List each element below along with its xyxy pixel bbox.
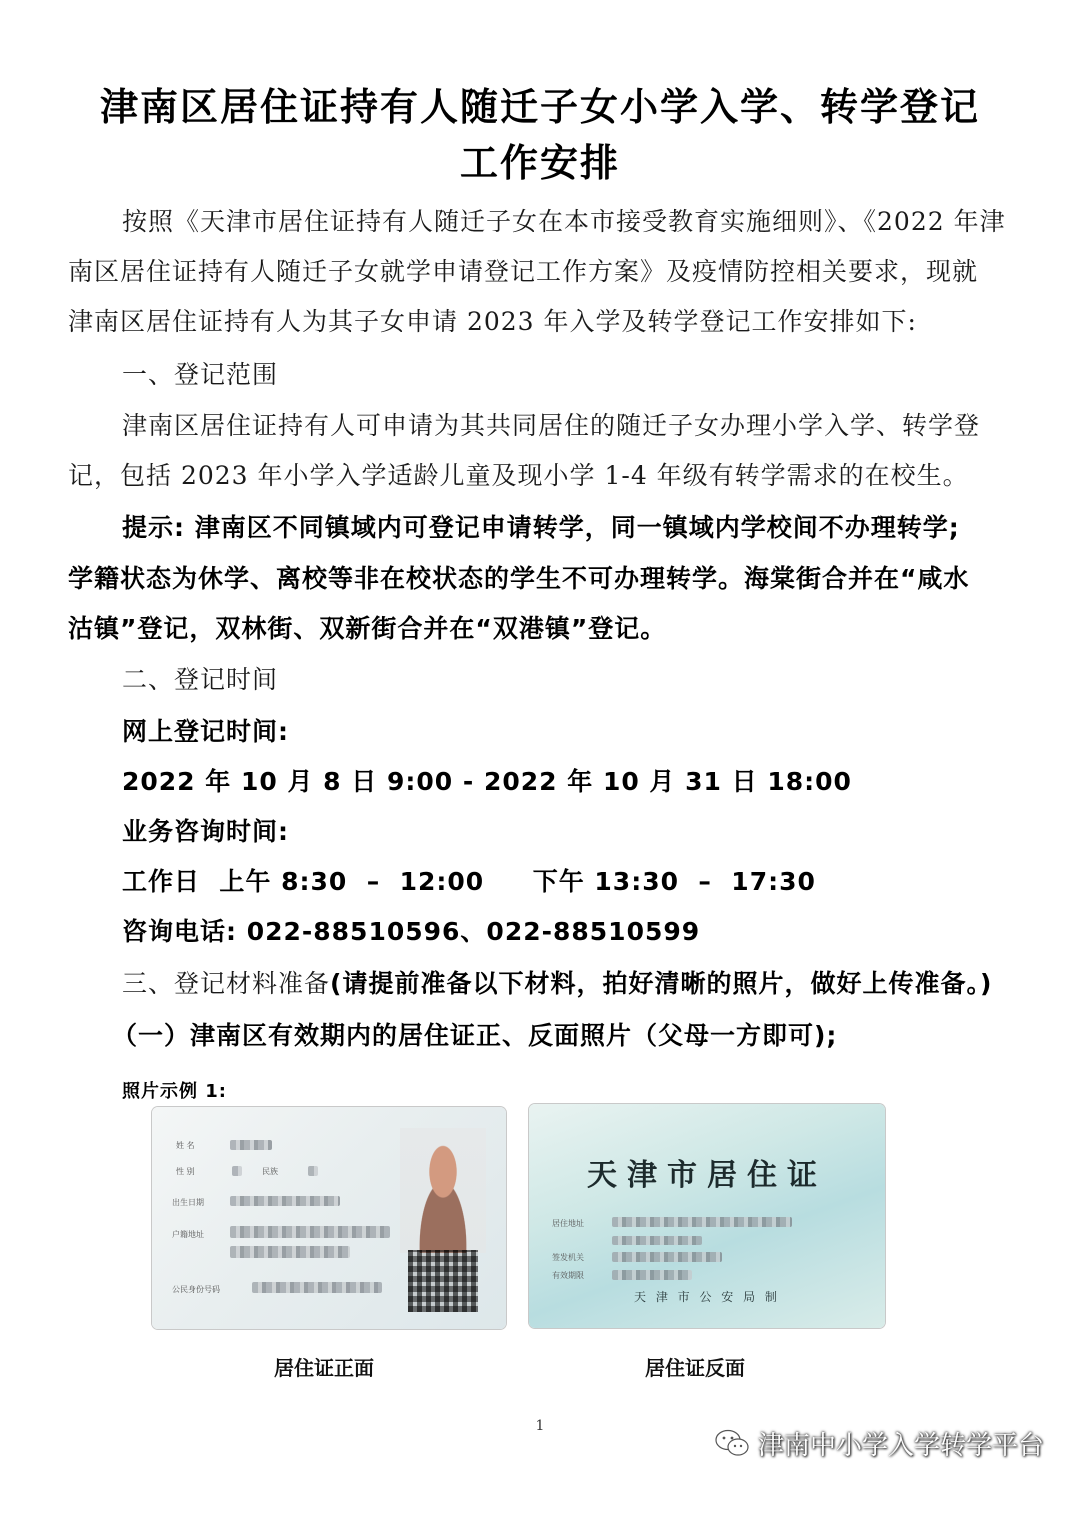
caption-front: 居住证正面: [274, 1356, 374, 1380]
section-1-para-1: 津南区居住证持有人可申请为其共同居住的随迁子女办理小学入学、转学登: [122, 411, 981, 440]
consult-time-value: 工作日 上午 8:30 – 12:00 下午 13:30 – 17:30: [122, 867, 816, 896]
blurred-residence-address-2: [612, 1236, 702, 1245]
blurred-residence-address: [612, 1217, 792, 1227]
card-sex-label: 性 别: [176, 1167, 195, 1176]
wechat-icon: [714, 1428, 750, 1458]
blurred-portrait-photo: [400, 1128, 486, 1253]
section-1-para-2: 记，包括 2023 年小学入学适龄儿童及现小学 1-4 年级有转学需求的在校生。: [68, 461, 969, 490]
tip-line-1: 提示: 津南区不同镇域内可登记申请转学，同一镇域内学校间不办理转学;: [122, 513, 960, 542]
card-issuer-label: 签发机关: [552, 1253, 584, 1262]
title-line-1: 津南区居住证持有人随迁子女小学入学、转学登记: [99, 85, 980, 129]
card-back-title: 天津市居住证: [587, 1158, 827, 1193]
watermark: [714, 1418, 1044, 1468]
online-time-label: 网上登记时间:: [122, 717, 289, 746]
blurred-qr-code: [408, 1250, 478, 1312]
blurred-address-1: [230, 1226, 390, 1238]
card-ethnic-label: 民族: [262, 1167, 278, 1176]
blurred-id-number: [252, 1282, 382, 1293]
online-time-value: 2022 年 10 月 8 日 9:00 - 2022 年 10 月 31 日 18:00: [122, 767, 852, 796]
tip-line-3: 沽镇”登记，双林街、双新街合并在“双港镇”登记。: [68, 614, 667, 643]
example-label: 照片示例 1:: [122, 1081, 227, 1102]
title-line-2: 工作安排: [459, 141, 620, 185]
intro-line-2: 南区居住证持有人随迁子女就学申请登记工作方案》及疫情防控相关要求，现就: [68, 257, 979, 286]
card-id-label: 公民身份号码: [172, 1285, 220, 1294]
card-name-label: 姓 名: [176, 1141, 195, 1150]
blurred-sex: [232, 1166, 242, 1176]
page-number: 1: [535, 1418, 545, 1434]
intro-line-3: 津南区居住证持有人为其子女申请 2023 年入学及转学登记工作安排如下:: [68, 307, 917, 336]
card-valid-label: 有效期限: [552, 1271, 584, 1280]
card-birth-label: 出生日期: [172, 1198, 204, 1207]
watermark-text: 津南中小学入学转学平台: [757, 1430, 1044, 1461]
section-3-heading-row: [122, 964, 1032, 1004]
card-back-footer: 天 津 市 公 安 局 制: [634, 1290, 780, 1304]
section-3-heading-note: (请提前准备以下材料，拍好清晰的照片，做好上传准备。): [330, 969, 993, 998]
caption-back: 居住证反面: [645, 1356, 745, 1380]
card-address-label: 户籍地址: [172, 1230, 204, 1239]
tip-line-2: 学籍状态为休学、离校等非在校状态的学生不可办理转学。海棠街合并在“咸水: [68, 564, 970, 593]
consult-phone: 咨询电话: 022-88510596、022-88510599: [122, 917, 701, 946]
intro-line-1: 按照《天津市居住证持有人随迁子女在本市接受教育实施细则》、《2022 年津: [122, 207, 1006, 236]
card-residence-address-label: 居住地址: [552, 1219, 584, 1228]
blurred-issuer: [612, 1252, 722, 1262]
section-2-heading: 二、登记时间: [122, 665, 279, 694]
consult-time-label: 业务咨询时间:: [122, 817, 289, 846]
blurred-address-2: [230, 1246, 350, 1258]
blurred-name: [230, 1140, 272, 1150]
material-item-1: （一）津南区有效期内的居住证正、反面照片（父母一方即可);: [112, 1021, 838, 1050]
blurred-birth: [230, 1196, 340, 1206]
section-3-heading: 三、登记材料准备: [122, 969, 331, 998]
blurred-ethnic: [308, 1166, 318, 1176]
section-1-heading: 一、登记范围: [122, 360, 279, 389]
blurred-valid-period: [612, 1270, 692, 1280]
